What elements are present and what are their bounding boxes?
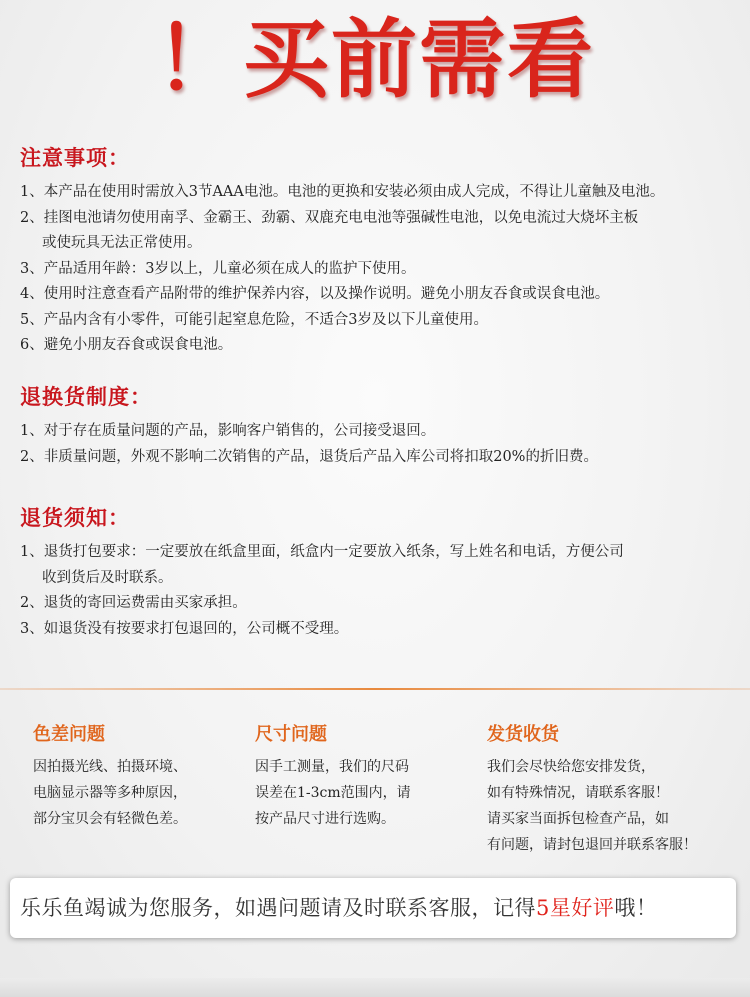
shipping-line: 有问题，请封包退回并联系客服！ [487, 837, 697, 853]
exchange-item: 1、对于存在质量问题的产品，影响客户销售的，公司接受退回。 [20, 423, 436, 439]
bottom-band [0, 978, 750, 997]
notice-item: 1、本产品在使用时需放入3节AAA电池。电池的更换和安装必须由成人完成，不得让儿童触及电池。 [20, 184, 665, 200]
color-diff-line: 因拍摄光线、拍摄环境、 [33, 759, 187, 775]
color-diff-line: 部分宝贝会有轻微色差。 [33, 811, 187, 827]
color-diff-column [33, 720, 187, 832]
notice-item: 4、使用时注意查看产品附带的维护保养内容，以及操作说明。避免小朋友吞食或误食电池。 [20, 286, 610, 302]
notice-title: 注意事项： [20, 146, 130, 170]
color-diff-title: 色差问题 [33, 724, 105, 745]
section-divider [0, 688, 750, 690]
notice-item-continued: 或使玩具无法正常使用。 [42, 235, 202, 251]
page-headline: ！买前需看 [155, 10, 595, 110]
service-banner [10, 878, 736, 938]
returns-title: 退货须知： [20, 506, 130, 530]
exchange-item: 2、非质量问题，外观不影响二次销售的产品，退货后产品入库公司将扣取20%的折旧费。 [20, 448, 598, 465]
shipping-line: 请买家当面拆包检查产品，如 [487, 811, 669, 827]
shipping-line: 如有特殊情况，请联系客服！ [487, 785, 669, 801]
size-column [255, 720, 411, 832]
service-message [20, 878, 657, 938]
exchange-title: 退换货制度： [20, 385, 152, 409]
size-line: 误差在1-3cm范围内，请 [255, 785, 411, 801]
shipping-column [487, 720, 697, 858]
shipping-line: 我们会尽快给您安排发货， [487, 759, 655, 775]
notice-item: 3、产品适用年龄：3岁以上，儿童必须在成人的监护下使用。 [20, 260, 416, 277]
service-message-end: 哦！ [614, 896, 658, 920]
shipping-title: 发货收货 [487, 724, 559, 745]
returns-section [20, 502, 740, 642]
exchange-section [20, 381, 740, 470]
returns-item: 1、退货打包要求：一定要放在纸盒里面，纸盒内一定要放入纸条，写上姓名和电话，方便公司 [20, 544, 624, 560]
returns-item: 2、退货的寄回运费需由买家承担。 [20, 595, 247, 611]
notice-item: 2、挂图电池请勿使用南孚、金霸王、劲霸、双鹿充电电池等强碱性电池，以免电流过大烧坏主板 [20, 209, 639, 226]
notice-section [20, 142, 740, 359]
returns-item-continued: 收到货后及时联系。 [42, 569, 173, 586]
size-title: 尺寸问题 [255, 724, 327, 745]
color-diff-line: 电脑显示器等多种原因， [33, 785, 187, 801]
size-line: 按产品尺寸进行选购。 [255, 811, 395, 827]
size-line: 因手工测量，我们的尺码 [255, 759, 409, 775]
service-message-text: 乐乐鱼竭诚为您服务，如遇问题请及时联系客服，记得 [20, 896, 536, 920]
five-star-highlight: 5星好评 [536, 896, 615, 920]
notice-item: 6、避免小朋友吞食或误食电池。 [20, 337, 233, 353]
notice-item: 5、产品内含有小零件，可能引起窒息危险，不适合3岁及以下儿童使用。 [20, 311, 488, 328]
returns-item: 3、如退货没有按要求打包退回的，公司概不受理。 [20, 620, 349, 637]
